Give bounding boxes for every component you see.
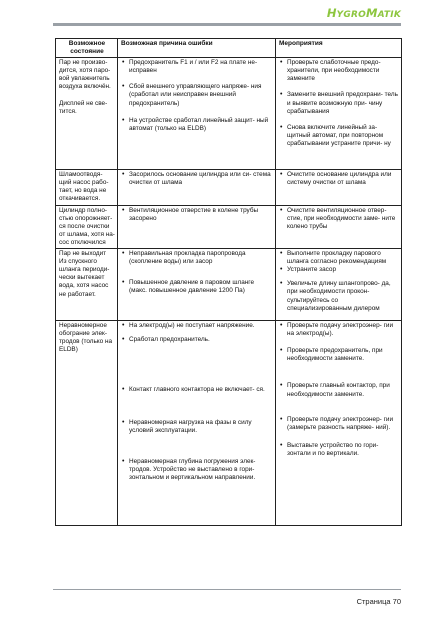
cause-item: • Неравномерная нагрузка на фазы в силу условий эксплуатации.: [121, 419, 273, 435]
cause-item: • На электрод(ы) не поступает напряжение.: [121, 322, 273, 330]
action-item: • Проверьте подачу электроэнер- гии (замерьте разность напряже- ний).: [279, 416, 399, 432]
action-item: • Очистите основание цилиндра или систему очистки от шлама: [279, 171, 399, 187]
state-cell: Пар не выходит Из спускного шланга периоди- чески вытекает вода, хотя насос не работает.: [56, 249, 118, 321]
action-item: • Выполните прокладку парового шланга согласно рекомендациям: [279, 250, 399, 266]
action-item: • Проверьте слаботочные предо- хранители, при необходимости замените: [279, 59, 399, 83]
cause-cell: [118, 170, 276, 205]
cause-item: • Неправильная прокладка паропровода (скопление воды) или засор: [121, 250, 273, 266]
header-rule: [53, 23, 401, 26]
header-state: Возможное состояние: [56, 39, 118, 58]
footer-rule: [53, 589, 401, 590]
table-row: [56, 321, 402, 526]
action-item: • Выставьте устройство по гори- зонтали и по вертикали.: [279, 442, 399, 458]
cause-item: • Повышенное давление в паровом шланге (макс. повышенное давление 1200 Па): [121, 279, 273, 295]
action-item: • Увеличьте длину шлангопрово- да, при необходимости прокон- сультируйтесь со специализированным дилером: [279, 280, 399, 312]
header-cause: Возможная причина ошибки: [118, 39, 276, 58]
state-cell: Цилиндр полно- стью опорожняет- ся после очистки от шлама, хотя на- сос отключился: [56, 205, 118, 248]
cause-item: • Сработал предохранитель.: [121, 336, 273, 344]
action-cell: [276, 205, 402, 248]
action-cell: [276, 321, 402, 526]
state-cell: Неравномерное обограние элек- тродов (только на ELDB): [56, 321, 118, 526]
header-action: Мероприятия: [276, 39, 402, 58]
troubleshooting-table: [55, 38, 402, 526]
action-item: • Замените внешний предохрани- тель и выявите возможную при- чину срабатывания: [279, 91, 399, 115]
cause-item: • Неравномерная глубина погружения элек- тродов. Устройство не выставлено в гори- зонтальном и вертикальном направлении.: [121, 458, 273, 482]
action-item: • Проверьте главный контактор, при необходимости замените.: [279, 382, 399, 398]
cause-cell: [118, 321, 276, 526]
cause-cell: [118, 249, 276, 321]
action-cell: [276, 170, 402, 205]
cause-item: • Предохранитель F1 и / или F2 на плате не- исправен: [121, 59, 273, 75]
page-number: Страница 70: [356, 597, 401, 606]
cause-item: • Сбой внешнего управляющего напряже- ния (сработал или неисправен внешний предохранитель): [121, 83, 273, 107]
brand-logo: HYGROMATIK: [326, 6, 401, 20]
cause-item: • Вентиляционное отверстие в колене трубы засорено: [121, 207, 273, 223]
cause-cell: [118, 205, 276, 248]
action-item: • Проверьте предохранитель, при необходимости замените.: [279, 347, 399, 363]
cause-item: • На устройстве сработал линейный защит- ный автомат (только на ELDB): [121, 117, 273, 133]
state-cell: Шламоотводя- щий насос рабо- тает, но вода не откачивается.: [56, 170, 118, 205]
table-header-row: [56, 39, 402, 58]
action-item: • Очистите вентиляционное отвер- стие, при необходимости заме- ните колено трубы: [279, 207, 399, 231]
state-cell: Пар не произво- дится, хотя паро- вой увлажнитель воздуха включён. Дисплей не све- тится.: [56, 58, 118, 170]
cause-item: • Засорилось основание цилиндра или си- стема очистки от шлама: [121, 171, 273, 187]
table-row: [56, 205, 402, 248]
cause-cell: [118, 58, 276, 170]
action-item: • Устраните засор: [279, 266, 399, 274]
action-cell: [276, 58, 402, 170]
table-row: [56, 58, 402, 170]
cause-item: • Контакт главного контактора не включает- ся.: [121, 386, 273, 394]
table-row: [56, 170, 402, 205]
table-row: [56, 249, 402, 321]
action-cell: [276, 249, 402, 321]
action-item: • Проверьте подачу электроэнер- гии на электрод(ы).: [279, 322, 399, 338]
action-item: • Снова включите линейный за- щитный автомат, при повторном срабатывании устраните причи- ну: [279, 124, 399, 148]
